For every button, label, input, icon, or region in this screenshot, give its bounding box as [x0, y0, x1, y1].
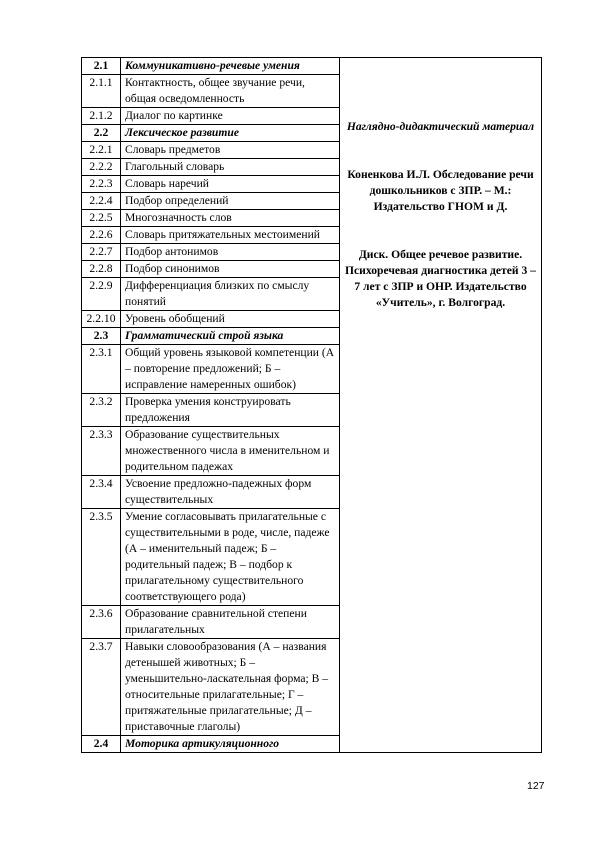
- item-text: Словарь наречий: [121, 176, 340, 193]
- item-number: 2.4: [82, 736, 121, 753]
- materials-heading: Наглядно-дидактический материал: [346, 120, 535, 133]
- item-number: 2.3: [82, 328, 121, 345]
- item-number: 2.3.5: [82, 509, 121, 606]
- item-number: 2.3.3: [82, 427, 121, 476]
- diagnostics-table: [81, 57, 542, 753]
- item-text: Дифференциация близких по смыслу понятий: [121, 278, 340, 311]
- spacer: [344, 311, 537, 691]
- item-text: Усвоение предложно-падежных форм существительных: [121, 476, 340, 509]
- item-number: 2.3.6: [82, 606, 121, 639]
- materials-cell: [340, 58, 542, 753]
- item-text: Подбор синонимов: [121, 261, 340, 278]
- item-number: 2.3.1: [82, 345, 121, 394]
- materials-source-2: Диск. Общее речевое развитие. Психоречевая диагностика детей 3 – 7 лет с ЗПР и ОНР. Издательство «Учитель», г. Волгоград.: [345, 248, 536, 309]
- item-number: 2.2.9: [82, 278, 121, 311]
- item-number: 2.1.2: [82, 108, 121, 125]
- item-number: 2.2.1: [82, 142, 121, 159]
- item-number: 2.2.6: [82, 227, 121, 244]
- item-text: Подбор антонимов: [121, 244, 340, 261]
- section-title: Коммуникативно-речевые умения: [121, 58, 340, 75]
- item-number: 2.3.2: [82, 394, 121, 427]
- item-text: Образование сравнительной степени прилагательных: [121, 606, 340, 639]
- item-text: Глагольный словарь: [121, 159, 340, 176]
- item-text: Контактность, общее звучание речи, общая осведомленность: [121, 75, 340, 108]
- item-text: Подбор определений: [121, 193, 340, 210]
- item-number: 2.2.2: [82, 159, 121, 176]
- item-text: Словарь предметов: [121, 142, 340, 159]
- item-number: 2.3.4: [82, 476, 121, 509]
- section-title: Лексическое развитие: [121, 125, 340, 142]
- item-text: Проверка умения конструировать предложения: [121, 394, 340, 427]
- page-number: 127: [527, 780, 545, 792]
- item-number: 2.1.1: [82, 75, 121, 108]
- item-number: 2.2.7: [82, 244, 121, 261]
- item-number: 2.2.10: [82, 311, 121, 328]
- table-body: [82, 58, 542, 753]
- item-number: 2.2.4: [82, 193, 121, 210]
- materials-source-1: Коненкова И.Л. Обследование речи дошкольников с ЗПР. – М.: Издательство ГНОМ и Д.: [347, 168, 534, 213]
- section-title: Грамматический строй языка: [121, 328, 340, 345]
- section-row: [82, 58, 542, 75]
- item-text: Общий уровень языковой компетенции (А – повторение предложений; Б – исправление намеренных ошибок): [121, 345, 340, 394]
- item-text: Уровень обобщений: [121, 311, 340, 328]
- section-title: Моторика артикуляционного: [121, 736, 340, 753]
- spacer: [344, 215, 537, 247]
- item-number: 2.3.7: [82, 639, 121, 736]
- item-text: Многозначность слов: [121, 210, 340, 227]
- item-text: Словарь притяжательных местоимений: [121, 227, 340, 244]
- item-text: Умение согласовывать прилагательные с существительными в роде, числе, падеже (А – именительный падеж; Б – родительный падеж; В – подбор к прилагательному существительного соответствующего рода): [121, 509, 340, 606]
- item-text: Навыки словообразования (А – названия детенышей животных; Б – уменьшительно-ласкательная форма; В – относительные прилагательные; Г – притяжательные прилагательные; Д – приставочные глаголы): [121, 639, 340, 736]
- item-text: Диалог по картинке: [121, 108, 340, 125]
- item-number: 2.1: [82, 58, 121, 75]
- item-number: 2.2.3: [82, 176, 121, 193]
- item-number: 2.2.5: [82, 210, 121, 227]
- item-number: 2.2.8: [82, 261, 121, 278]
- spacer: [344, 135, 537, 167]
- item-text: Образование существительных множественного числа в именительном и родительном падежах: [121, 427, 340, 476]
- item-number: 2.2: [82, 125, 121, 142]
